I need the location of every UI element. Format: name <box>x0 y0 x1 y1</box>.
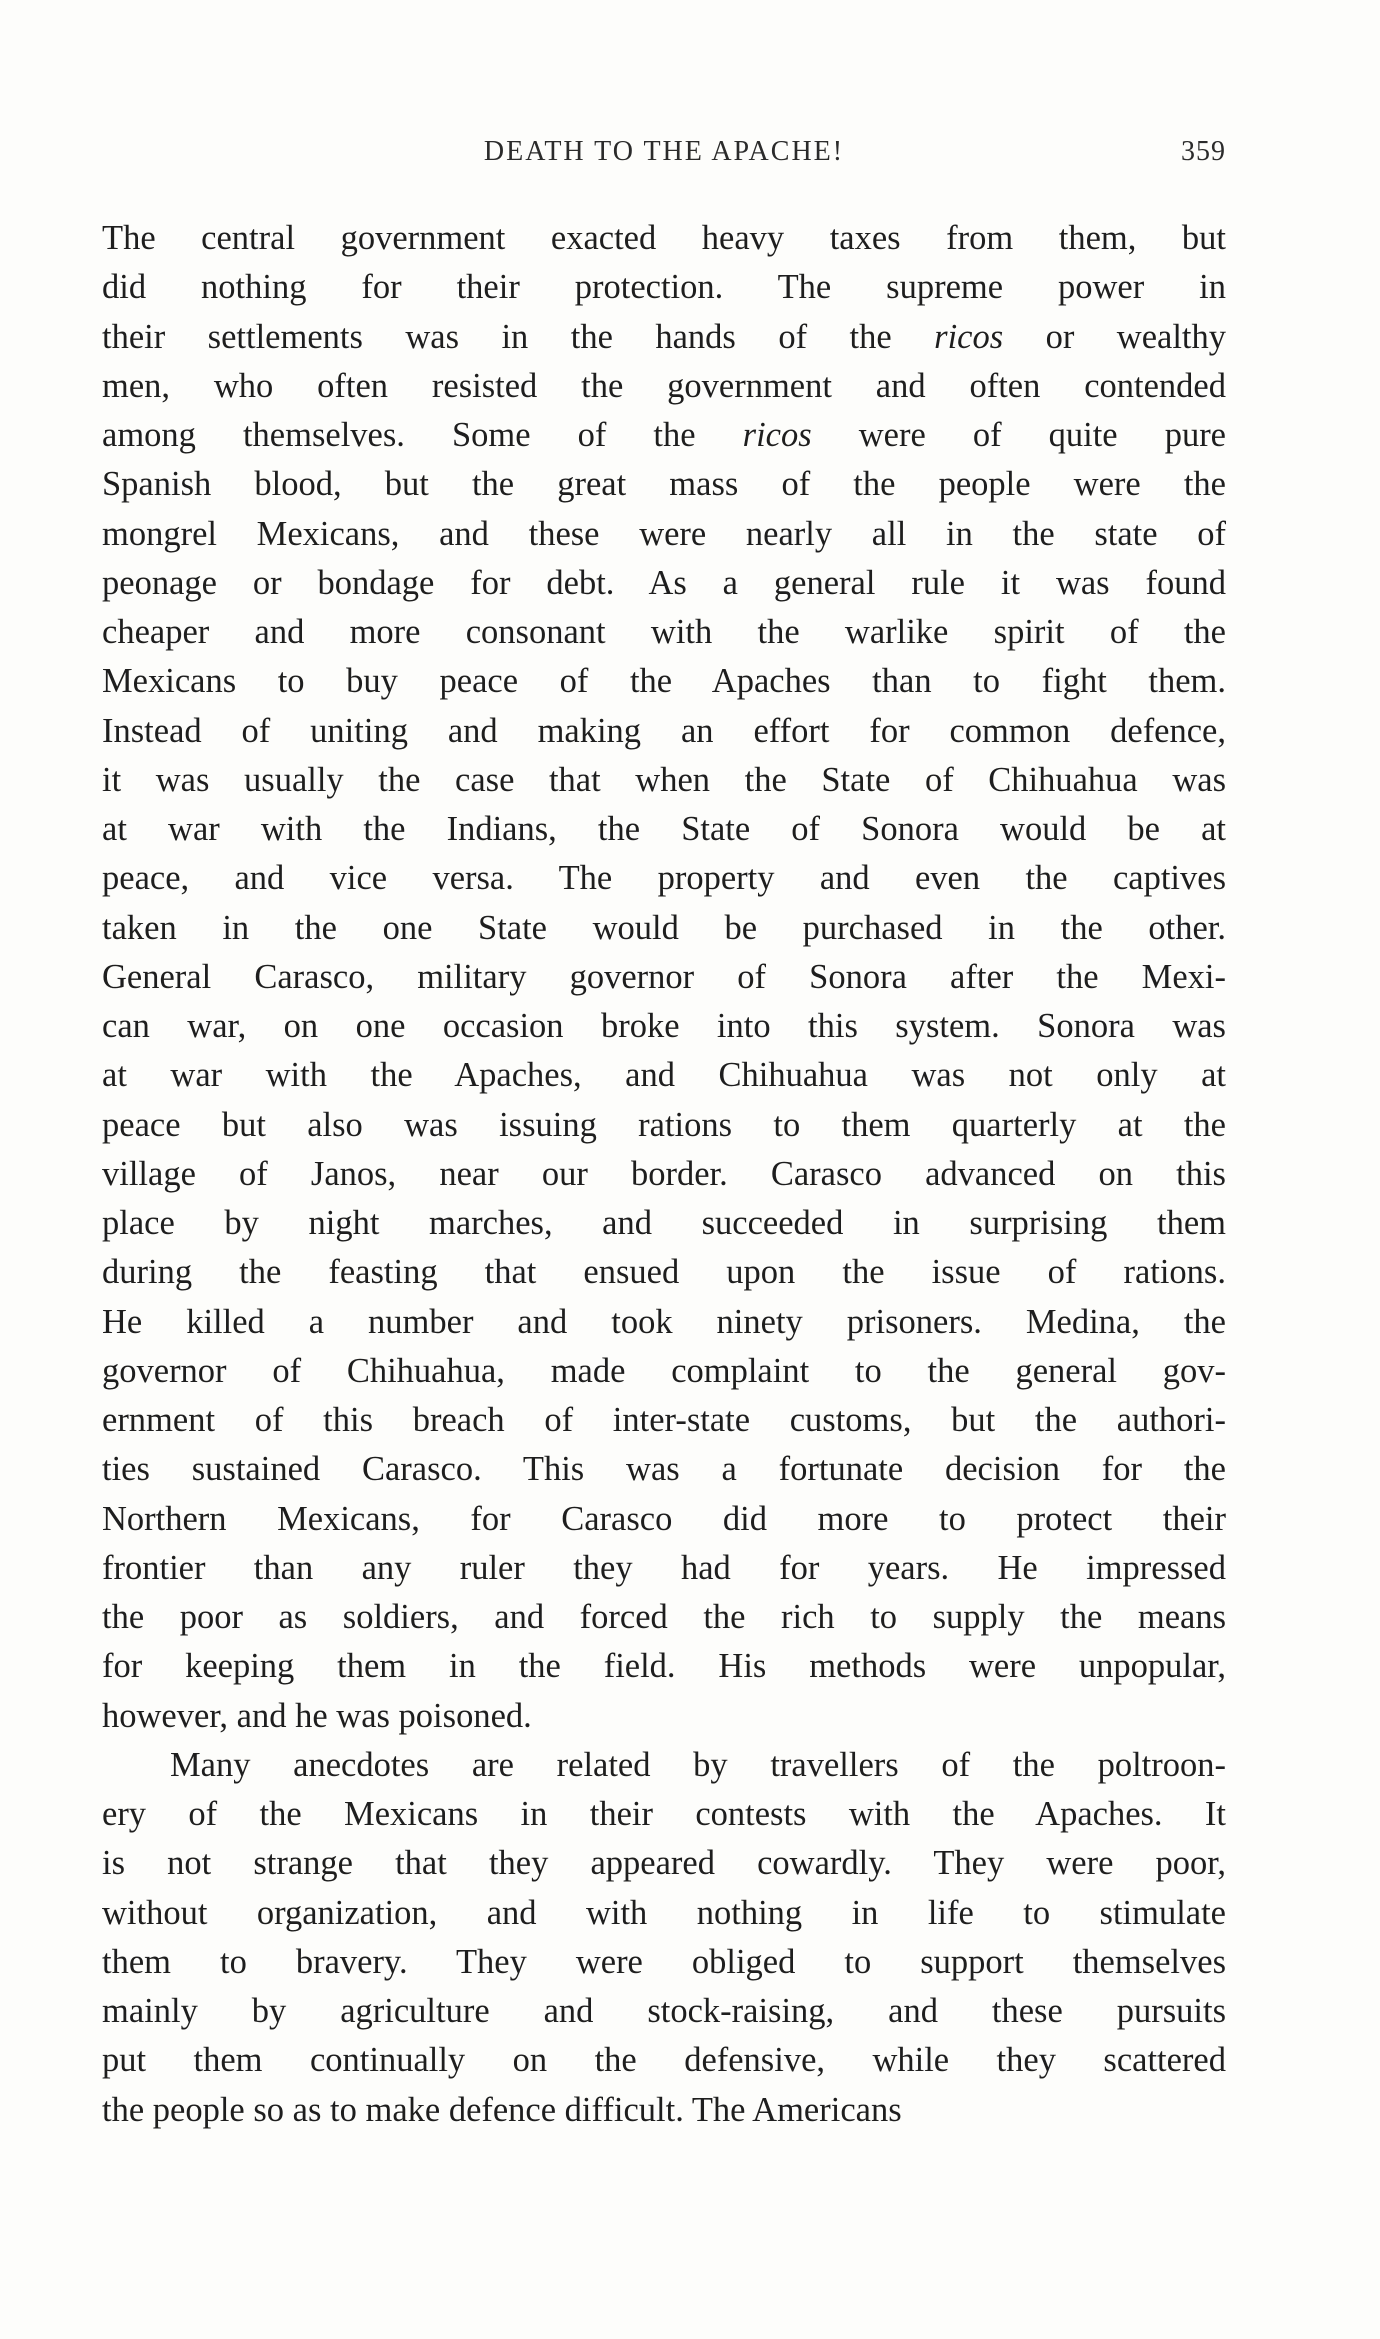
text-segment: the people so as to make defence difficult. The Americans <box>102 2090 902 2129</box>
text-segment: Northern Mexicans, for Carasco did more to protect their <box>102 1499 1226 1538</box>
text-segment: taken in the one State would be purchased in the other. <box>102 908 1226 947</box>
text-segment: Instead of uniting and making an effort for common defence, <box>102 711 1226 750</box>
text-segment: is not strange that they appeared cowardly. They were poor, <box>102 1844 1226 1883</box>
text-segment: their settlements was in the hands of the <box>102 317 935 356</box>
text-line <box>102 1199 1226 1248</box>
text-segment: General Carasco, military governor of Sonora after the Mexi- <box>102 957 1226 996</box>
text-line <box>102 657 1226 706</box>
text-line <box>102 756 1226 805</box>
text-segment: at war with the Apaches, and Chihuahua was not only at <box>102 1056 1226 1095</box>
text-segment: for keeping them in the field. His methods were unpopular, <box>102 1647 1226 1686</box>
text-segment: He killed a number and took ninety prisoners. Medina, the <box>102 1302 1226 1341</box>
text-line <box>102 1445 1226 1494</box>
italic-word: ricos <box>742 416 812 454</box>
text-segment: the poor as soldiers, and forced the rich to supply the means <box>102 1598 1226 1636</box>
text-segment: ties sustained Carasco. This was a fortunate decision for the <box>102 1450 1226 1489</box>
text-segment: during the feasting that ensued upon the issue of rations. <box>102 1253 1226 1292</box>
text-line <box>102 1938 1226 1987</box>
text-line <box>102 1741 1226 1790</box>
text-segment: men, who often resisted the government and often contended <box>102 366 1226 405</box>
text-segment: governor of Chihuahua, made complaint to the general gov- <box>102 1351 1226 1390</box>
text-line <box>102 1101 1226 1150</box>
paragraph-1 <box>102 214 1226 1741</box>
text-line <box>102 1544 1226 1593</box>
text-line <box>102 2036 1226 2085</box>
running-head <box>102 136 1226 186</box>
text-segment: them to bravery. They were obliged to support themselves <box>102 1942 1226 1981</box>
text-segment: without organization, and with nothing in life to stimulate <box>102 1893 1226 1932</box>
running-title: DEATH TO THE APACHE! <box>483 136 845 167</box>
text-line <box>102 460 1226 509</box>
text-segment: peonage or bondage for debt. As a general rule it was found <box>102 563 1226 602</box>
text-segment: were of quite pure <box>811 416 1226 454</box>
text-segment: mongrel Mexicans, and these were nearly all in the state of <box>102 514 1226 553</box>
text-segment: ernment of this breach of inter-state customs, but the authori- <box>102 1401 1226 1439</box>
text-line <box>102 1889 1226 1938</box>
text-line <box>102 953 1226 1002</box>
text-line <box>102 313 1226 362</box>
text-line <box>102 1692 1226 1741</box>
text-line <box>102 510 1226 559</box>
text-segment: at war with the Indians, the State of Sonora would be at <box>102 810 1226 848</box>
text-line <box>102 1150 1226 1199</box>
text-line <box>102 1396 1226 1445</box>
text-line <box>102 1347 1226 1396</box>
text-line <box>102 263 1226 312</box>
text-segment: it was usually the case that when the State of Chihuahua was <box>102 760 1226 799</box>
text-line <box>102 608 1226 657</box>
text-line <box>102 362 1226 411</box>
text-segment: peace, and vice versa. The property and even the captives <box>102 859 1226 898</box>
text-line <box>102 1790 1226 1839</box>
text-segment: mainly by agriculture and stock-raising, and these pursuits <box>102 1992 1226 2030</box>
text-line <box>102 411 1226 460</box>
text-line <box>102 1051 1226 1100</box>
text-line <box>102 1298 1226 1347</box>
text-segment: did nothing for their protection. The supreme power in <box>102 268 1226 307</box>
text-line <box>102 1495 1226 1544</box>
text-segment: frontier than any ruler they had for years. He impressed <box>102 1548 1226 1587</box>
page-number: 359 <box>1181 136 1226 167</box>
text-segment: Mexicans to buy peace of the Apaches than to fight them. <box>102 662 1226 701</box>
text-line <box>102 1002 1226 1051</box>
text-line <box>102 707 1226 756</box>
text-line <box>102 1839 1226 1888</box>
text-segment: Spanish blood, but the great mass of the people were the <box>102 465 1226 504</box>
text-line <box>102 854 1226 903</box>
text-segment: ery of the Mexicans in their contests with the Apaches. It <box>102 1795 1226 1833</box>
text-segment: village of Janos, near our border. Carasco advanced on this <box>102 1154 1226 1193</box>
text-segment: cheaper and more consonant with the warlike spirit of the <box>102 613 1226 651</box>
text-line <box>102 1987 1226 2036</box>
text-line <box>102 805 1226 854</box>
text-segment: however, and he was poisoned. <box>102 1696 532 1735</box>
text-segment: or wealthy <box>1003 317 1227 356</box>
italic-word: ricos <box>934 317 1004 356</box>
text-line <box>102 559 1226 608</box>
text-segment: can war, on one occasion broke into this system. Sonora was <box>102 1007 1226 1045</box>
body-text <box>102 214 1226 2135</box>
text-segment: among themselves. Some of the <box>102 416 743 454</box>
text-line <box>102 1642 1226 1691</box>
paragraph-2 <box>102 1741 1226 2135</box>
text-line <box>102 214 1226 263</box>
text-segment: The central government exacted heavy taxes from them, but <box>102 219 1226 257</box>
text-line <box>102 904 1226 953</box>
text-line <box>102 1248 1226 1297</box>
text-segment: place by night marches, and succeeded in surprising them <box>102 1204 1226 1242</box>
text-segment: put them continually on the defensive, while they scattered <box>102 2041 1226 2080</box>
text-line <box>102 1593 1226 1642</box>
text-line <box>102 2086 1226 2135</box>
text-segment: peace but also was issuing rations to them quarterly at the <box>102 1105 1226 1144</box>
text-segment: Many anecdotes are related by travellers of the poltroon- <box>170 1745 1226 1784</box>
